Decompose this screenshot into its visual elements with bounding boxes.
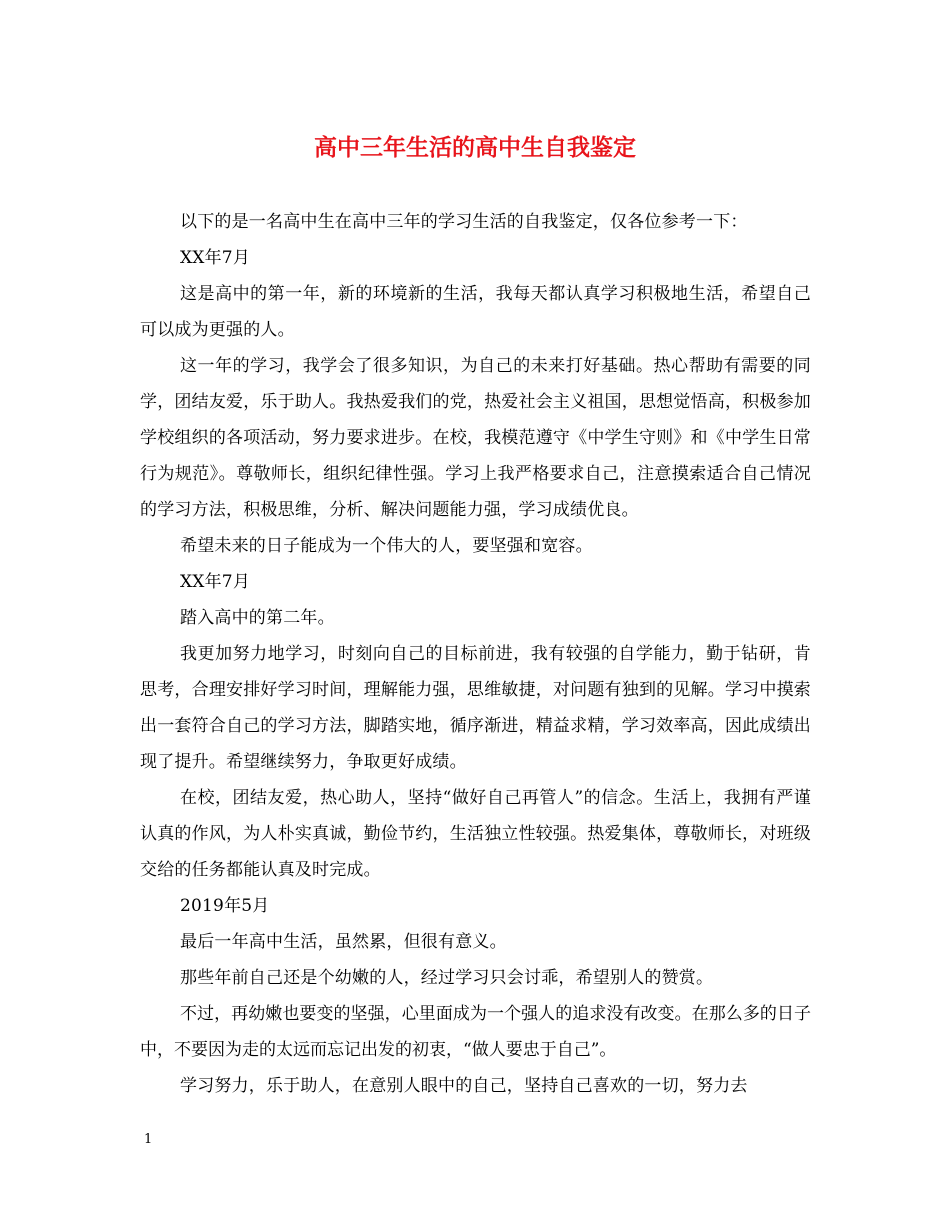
body-paragraph: 在校，团结友爱，热心助人，坚持“做好自己再管人”的信念。生活上，我拥有严谨认真的作风，为人朴实真诚，勤俭节约，生活独立性较强。热爱集体，尊敬师长，对班级交给的任务都能认真及时完成。 [140,788,811,880]
page-number: 1 [144,1132,153,1147]
body-paragraph: 希望未来的日子能成为一个伟大的人，要坚强和宽容。 [180,536,593,556]
document-body [140,204,811,1104]
body-paragraph: 这一年的学习，我学会了很多知识，为自己的未来打好基础。热心帮助有需要的同学，团结友爱，乐于助人。我热爱我们的党，热爱社会主义祖国，思想觉悟高，积极参加学校组织的各项活动，努力要求进步。在校，我模范遵守《中学生守则》和《中学生日常行为规范》。尊敬师长，组织纪律性强。学习上我严格要求自己，注意摸索适合自己情况的学习方法，积极思维，分析、解决问题能力强，学习成绩优良。 [140,356,811,520]
body-paragraph: 这是高中的第一年，新的环境新的生活，我每天都认真学习积极地生活，希望自己可以成为更强的人。 [140,284,811,340]
body-paragraph: 踏入高中的第二年。 [180,608,335,628]
intro-paragraph: 以下的是一名高中生在高中三年的学习生活的自我鉴定，仅各位参考一下： [180,212,748,232]
document-title: 高中三年生活的高中生自我鉴定 [314,135,636,161]
body-paragraph: 那些年前自己还是个幼嫩的人，经过学习只会讨乖，希望别人的赞赏。 [180,968,714,988]
body-paragraph: 学习努力，乐于助人，在意别人眼中的自己，坚持自己喜欢的一切，努力去 [180,1076,748,1096]
body-paragraph: 最后一年高中生活，虽然累，但很有意义。 [180,932,507,952]
date-heading: XX年7月 [180,572,251,592]
body-paragraph: 我更加努力地学习，时刻向自己的目标前进，我有较强的自学能力，勤于钻研，肯思考，合理安排好学习时间，理解能力强，思维敏捷，对问题有独到的见解。学习中摸索出一套符合自己的学习方法，脚踏实地，循序渐进，精益求精，学习效率高，因此成绩出现了提升。希望继续努力，争取更好成绩。 [140,644,811,772]
body-paragraph: 不过，再幼嫩也要变的坚强，心里面成为一个强人的追求没有改变。在那么多的日子中，不要因为走的太远而忘记出发的初衷，“做人要忠于自己”。 [140,1004,811,1060]
date-heading: XX年7月 [180,248,251,268]
date-heading: 2019年5月 [180,896,270,916]
